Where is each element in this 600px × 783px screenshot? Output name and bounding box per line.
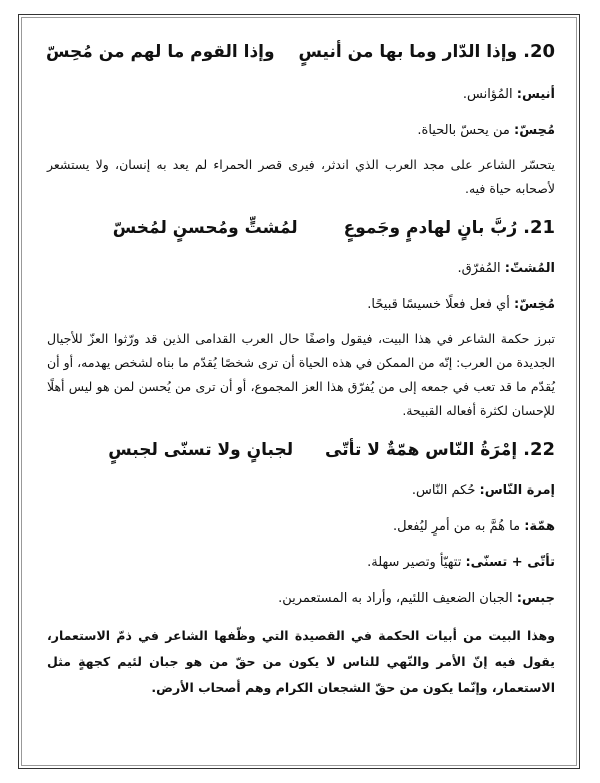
gloss-term: همّة: [524, 519, 555, 534]
gloss-term: مُخِسّ: [514, 297, 555, 312]
gloss-line [367, 297, 555, 312]
gloss-term: مُحِسّ: [514, 123, 555, 138]
gloss-meaning: حُكم النّاس. [411, 483, 476, 498]
verse-hemistich-2: لمُشتٍّ ومُحسنٍ لمُخسّ [112, 218, 298, 238]
gloss-meaning: تتهيّأ وتصير سهلة. [367, 555, 462, 570]
verse-hemistich-2: لجبانٍ ولا تسنّى لجبسٍ [108, 440, 294, 460]
verse-hemistich-1: إمْرَةُ النّاس همّةٌ لا تأتّى [325, 440, 518, 460]
gloss-meaning: أي فعل فعلًا خسيسًا قبيحًا. [367, 297, 510, 312]
gloss-line [417, 123, 555, 138]
verse-hemistich-1: رُبَّ بانٍ لهادمٍ وجَموعٍ [343, 218, 518, 238]
verse-number: 22. [523, 439, 555, 460]
explanation-paragraph: تبرز حكمة الشاعر في هذا البيت، فيقول واصفًا حال العرب القدامى الذين قد ورّثوا العزّ للأجيال الجديدة من العرب: إنّه من الممكن في هذه الحياة أن ترى شخصًا يُقدّم ما بناه لشخص يهدمه، أو أن يُقدّم ما قد تعب في جمعه إلى من يُفرّق هذا العز المجموع، أو أن ترى من يُحسن لمن هو ليس أهلًا للإحسان لكثرة أفعاله القبيحة. [47, 331, 555, 418]
gloss-term: إمرة النّاس: [479, 483, 555, 498]
gloss-line [463, 87, 555, 102]
gloss-line [412, 483, 555, 498]
gloss-meaning: الجبان الضعيف اللئيم، وأراد به المستعمرين. [278, 591, 513, 606]
verse-hemistich-1: وإذا الدّار وما بها من أنيسٍ [298, 42, 518, 62]
gloss-term: أنيس: [516, 87, 555, 102]
verse-number: 20. [523, 41, 555, 62]
gloss-meaning: المُؤانس. [462, 87, 513, 102]
explanation-paragraph: وهذا البيت من أبيات الحكمة في القصيدة التي وظّفها الشاعر في ذمّ الاستعمار، يقول فيه إنّ الأمر والنّهي للناس لا يكون من حقّ من هو جبان لئيم كجهةٍ مثل الاستعمار، وإنّما يكون من حقّ الشجعان الكرام وهم أصحاب الأرض. [47, 628, 555, 695]
gloss-meaning: ما هُمَّ به من أمرٍ ليُفعل. [393, 519, 521, 534]
explanation-paragraph: يتحسّر الشاعر على مجد العرب الذي اندثر، فيرى قصر الحمراء لم يعد به إنسان، ولا يستشعر لأصحابه حياة فيه. [47, 157, 555, 196]
verse-hemistich-2: وإذا القوم ما لهم من مُحِسّ [46, 42, 275, 62]
verse-21 [113, 217, 555, 238]
verse-number: 21. [523, 217, 555, 238]
gloss-term: تأتّى + تسنّى: [465, 555, 555, 570]
gloss-term: جبس: [516, 591, 555, 606]
gloss-line [458, 261, 555, 276]
page-frame [18, 14, 580, 769]
gloss-meaning: المُفرّق. [457, 261, 501, 276]
gloss-line [393, 519, 555, 534]
verse-20 [46, 41, 555, 62]
gloss-line [367, 555, 555, 570]
gloss-line [278, 591, 555, 606]
verse-22 [108, 439, 555, 460]
gloss-term: المُشتّ: [504, 261, 555, 276]
gloss-meaning: من يحسّ بالحياة. [417, 123, 510, 138]
